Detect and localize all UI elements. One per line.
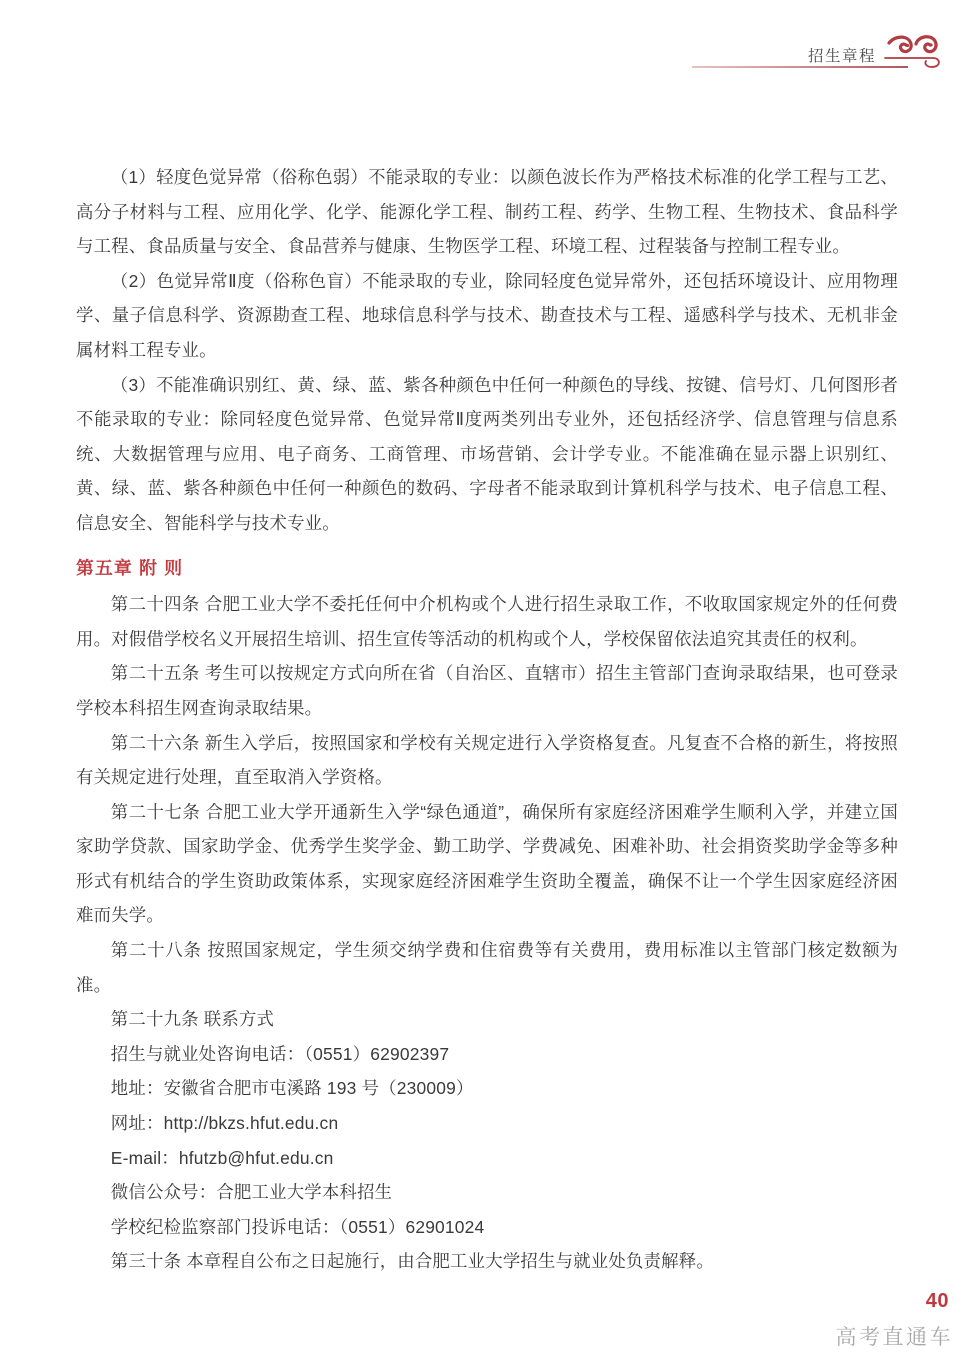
page-number: 40 bbox=[925, 1290, 949, 1312]
article-24: 第二十四条 合肥工业大学不委托任何中介机构或个人进行招生录取工作，不收取国家规定外的任何费用。对假借学校名义开展招生培训、招生宣传等活动的机构或个人，学校保留依法追究其责任的权利。 bbox=[76, 594, 898, 649]
article-27: 第二十七条 合肥工业大学开通新生入学“绿色通道”，确保所有家庭经济困难学生顺利入学，并建立国家助学贷款、国家助学金、优秀学生奖学金、勤工助学、学费减免、困难补助、社会捐资奖助学金等多种形式有机结合的学生资助政策体系，实现家庭经济困难学生资助全覆盖，确保不让一个学生因家庭经济困难而失学。 bbox=[76, 801, 898, 926]
document-content bbox=[76, 160, 898, 1279]
article-25: 第二十五条 考生可以按规定方式向所在省（自治区、直辖市）招生主管部门查询录取结果，也可登录学校本科招生网查询录取结果。 bbox=[76, 663, 898, 718]
contact-wechat: 微信公众号：合肥工业大学本科招生 bbox=[110, 1182, 393, 1203]
contact-complaint: 学校纪检监察部门投诉电话：（0551）62901024 bbox=[110, 1216, 485, 1237]
page-footer bbox=[0, 1255, 971, 1365]
article-30: 第三十条 本章程自公布之日起施行，由合肥工业大学招生与就业处负责解释。 bbox=[110, 1251, 714, 1272]
chapter-heading-five: 第五章 附 则 bbox=[76, 557, 184, 578]
header-title: 招生章程 bbox=[807, 48, 876, 65]
contact-website: 网址：http://bkzs.hfut.edu.cn bbox=[110, 1113, 339, 1134]
page-header bbox=[0, 0, 971, 96]
article-28: 第二十八条 按照国家规定，学生须交纳学费和住宿费等有关费用，费用标准以主管部门核定数额为准。 bbox=[76, 940, 898, 995]
contact-email: E-mail：hfutzb@hfut.edu.cn bbox=[110, 1147, 334, 1168]
contact-address: 地址：安徽省合肥市屯溪路 193 号（230009） bbox=[110, 1078, 474, 1099]
header-rule-divider bbox=[692, 66, 908, 68]
paragraph-color-blind-majors: （2）色觉异常Ⅱ度（俗称色盲）不能录取的专业，除同轻度色觉异常外，还包括环境设计、应用物理学、量子信息科学、资源勘查工程、地球信息科学与技术、勘查技术与工程、遥感科学与技术、无机非金属材料工程专业。 bbox=[76, 270, 898, 360]
cloud-swirl-logo-icon bbox=[883, 28, 953, 74]
watermark-label: 高考直通车 bbox=[835, 1326, 953, 1349]
article-26: 第二十六条 新生入学后，按照国家和学校有关规定进行入学资格复查。凡复查不合格的新生，将按照有关规定进行处理，直至取消入学资格。 bbox=[76, 732, 898, 788]
paragraph-color-recognition-majors: （3）不能准确识别红、黄、绿、蓝、紫各种颜色中任何一种颜色的导线、按键、信号灯、几何图形者不能录取的专业：除同轻度色觉异常、色觉异常Ⅱ度两类列出专业外，还包括经济学、信息管理与信息系统、大数据管理与应用、电子商务、工商管理、市场营销、会计学专业。不能准确在显示器上识别红、黄、绿、蓝、紫各种颜色中任何一种颜色的数码、字母者不能录取到计算机科学与技术、电子信息工程、信息安全、智能科学与技术专业。 bbox=[76, 374, 898, 533]
paragraph-color-weak-majors: （1）轻度色觉异常（俗称色弱）不能录取的专业：以颜色波长作为严格技术标准的化学工程与工艺、高分子材料与工程、应用化学、化学、能源化学工程、制药工程、药学、生物工程、生物技术、食品科学与工程、食品质量与安全、食品营养与健康、生物医学工程、环境工程、过程装备与控制工程专业。 bbox=[76, 167, 898, 257]
article-29: 第二十九条 联系方式 bbox=[110, 1009, 275, 1030]
contact-phone: 招生与就业处咨询电话：（0551）62902397 bbox=[110, 1043, 450, 1064]
